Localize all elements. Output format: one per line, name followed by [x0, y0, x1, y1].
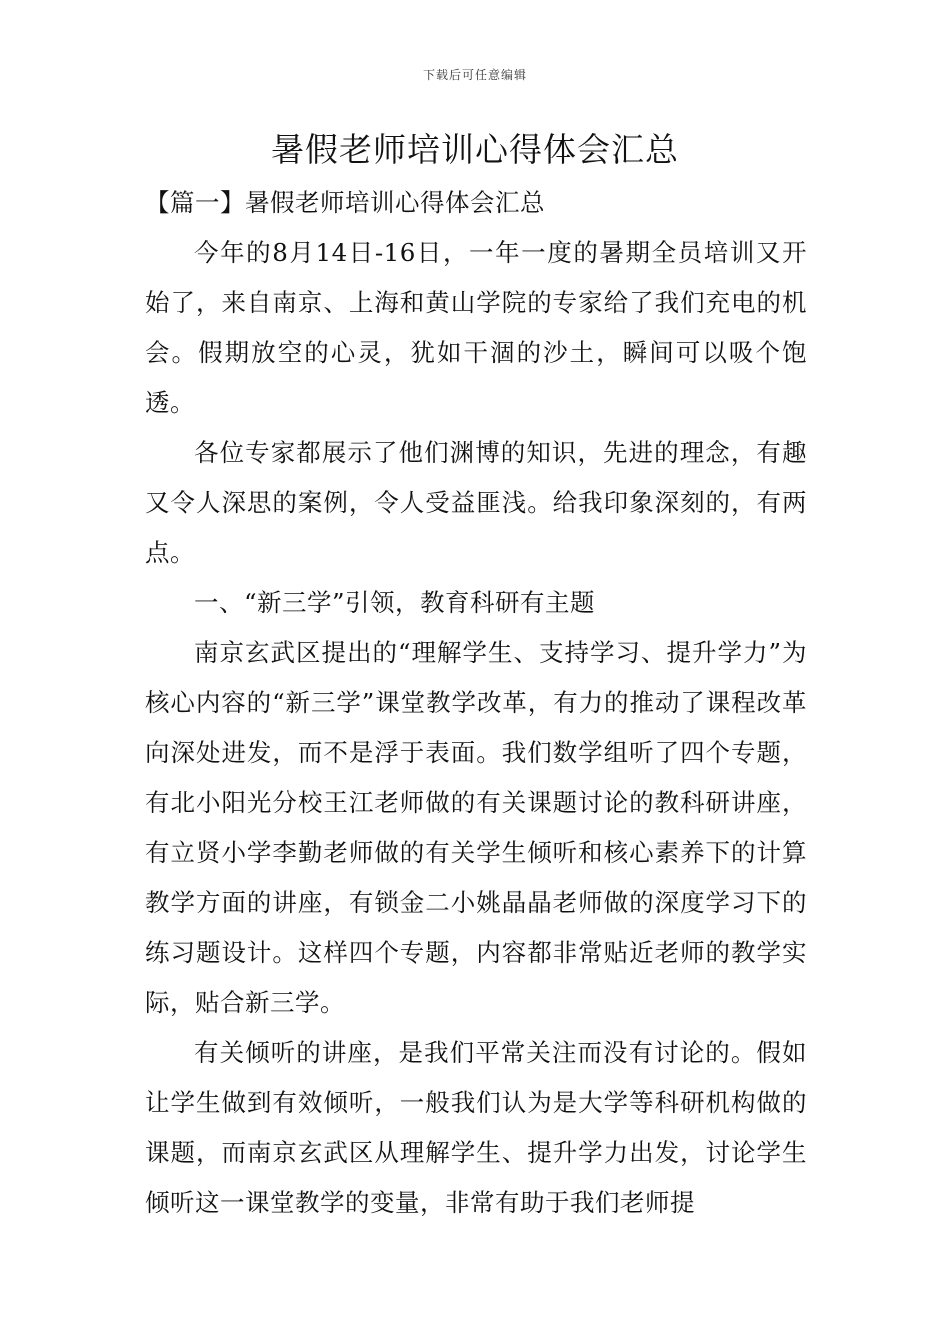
document-body — [145, 178, 807, 1228]
header-note: 下载后可任意编辑 — [422, 68, 527, 82]
section-heading: 【篇一】暑假老师培训心得体会汇总 — [145, 188, 545, 217]
paragraph: 各位专家都展示了他们渊博的知识，先进的理念，有趣又令人深思的案例，令人受益匪浅。给我印象深刻的，有两点。 — [145, 438, 807, 567]
paragraph: 有关倾听的讲座，是我们平常关注而没有讨论的。假如让学生做到有效倾听，一般我们认为是大学等科研机构做的课题，而南京玄武区从理解学生、提升学力出发，讨论学生倾听这一课堂教学的变量，非常有助于我们老师提 — [145, 1038, 807, 1217]
paragraph: 今年的8月14日-16日，一年一度的暑期全员培训又开始了，来自南京、上海和黄山学院的专家给了我们充电的机会。假期放空的心灵，犹如干涸的沙土，瞬间可以吸个饱透。 — [145, 238, 807, 417]
paragraph: 南京玄武区提出的“理解学生、支持学习、提升学力”为核心内容的“新三学”课堂教学改革，有力的推动了课程改革向深处进发，而不是浮于表面。我们数学组听了四个专题，有北小阳光分校王江老师做的有关课题讨论的教科研讲座，有立贤小学李勤老师做的有关学生倾听和核心素养下的计算教学方面的讲座，有锁金二小姚晶晶老师做的深度学习下的练习题设计。这样四个专题，内容都非常贴近老师的教学实际，贴合新三学。 — [145, 638, 807, 1017]
subheading: 一、“新三学”引领，教育科研有主题 — [194, 588, 596, 617]
page-title: 暑假老师培训心得体会汇总 — [271, 130, 679, 169]
